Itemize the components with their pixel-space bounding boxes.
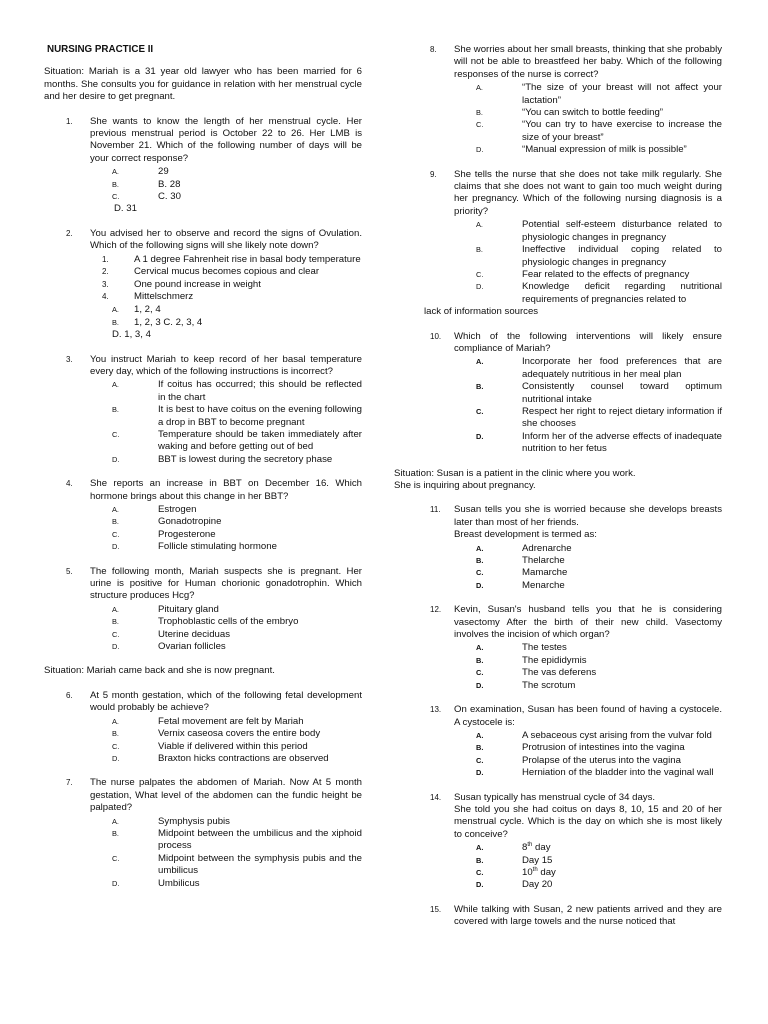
option[interactable] bbox=[454, 867, 722, 879]
question-15 bbox=[408, 904, 722, 929]
option[interactable] bbox=[90, 541, 362, 553]
question-11 bbox=[408, 504, 722, 592]
option-text: “You can try to have exercise to increase the size of your breast” bbox=[522, 119, 722, 143]
question-9 bbox=[408, 169, 722, 306]
option-letter: C. bbox=[112, 853, 120, 863]
option[interactable] bbox=[90, 616, 362, 628]
option-text: The epididymis bbox=[522, 654, 587, 666]
option-letter: C. bbox=[112, 192, 120, 202]
option[interactable] bbox=[90, 853, 362, 878]
document-title: NURSING PRACTICE II bbox=[47, 44, 154, 55]
question-number: 15. bbox=[430, 904, 442, 914]
option-text: 1, 2, 3 C. 2, 3, 4 bbox=[134, 316, 203, 328]
option-text: Thelarche bbox=[522, 555, 565, 567]
option[interactable] bbox=[90, 379, 362, 404]
question-4 bbox=[44, 478, 362, 553]
question-text: The following month, Mariah suspects she is pregnant. Her urine is positive for Human chorionic gonadotrophin. Which structure produces Hcg? bbox=[90, 565, 362, 602]
option-text: Prolapse of the uterus into the vagina bbox=[522, 754, 681, 766]
option[interactable] bbox=[454, 730, 722, 742]
option-letter: C. bbox=[476, 269, 484, 279]
option-letter: B. bbox=[112, 405, 119, 415]
option-text-rest: day bbox=[537, 866, 556, 878]
option-letter: B. bbox=[476, 743, 484, 753]
numbered-item bbox=[90, 279, 362, 291]
option-letter: B. bbox=[112, 729, 119, 739]
question-text: On examination, Susan has been found of having a cystocele. A cystocele is: bbox=[454, 704, 722, 728]
option[interactable] bbox=[454, 855, 722, 867]
option-text: Midpoint between the umbilicus and the xiphoid process bbox=[158, 827, 362, 852]
question-text: She worries about her small breasts, thinking that she probably will not be able to breastfeed her baby. Which of the following responses of the nurse is correct? bbox=[454, 44, 722, 80]
numbered-item bbox=[90, 254, 362, 266]
item-number: 2. bbox=[102, 267, 109, 277]
option-text: “Manual expression of milk is possible” bbox=[522, 144, 687, 156]
option[interactable] bbox=[90, 304, 362, 316]
option-letter: C. bbox=[476, 120, 484, 130]
question-13 bbox=[408, 704, 722, 779]
option-text: Midpoint between the symphysis pubis and the umbilicus bbox=[158, 852, 362, 877]
option[interactable] bbox=[454, 356, 722, 381]
option-letter: A. bbox=[112, 604, 119, 614]
question-12 bbox=[408, 604, 722, 692]
option[interactable] bbox=[454, 107, 722, 119]
option-text: Vernix caseosa covers the entire body bbox=[158, 728, 321, 740]
option-letter: B. bbox=[476, 855, 484, 865]
option[interactable] bbox=[454, 219, 722, 244]
option-letter: B. bbox=[476, 245, 483, 255]
option[interactable] bbox=[90, 404, 362, 429]
option-text: Potential self-esteem disturbance related to physiologic changes in pregnancy bbox=[522, 219, 722, 243]
question-text: You instruct Mariah to keep record of her basal temperature every day, which of the following instructions is incorrect? bbox=[90, 353, 362, 377]
question-number: 5. bbox=[66, 566, 73, 576]
option[interactable] bbox=[454, 742, 722, 754]
option[interactable] bbox=[90, 454, 362, 466]
option-text: Ineffective individual coping related to physiologic changes in pregnancy bbox=[522, 244, 722, 268]
option[interactable] bbox=[90, 641, 362, 653]
option-letter: D. bbox=[476, 580, 484, 590]
option-letter: B. bbox=[112, 828, 119, 838]
option-text: 1, 2, 4 bbox=[134, 304, 161, 316]
question-14 bbox=[408, 792, 722, 892]
question-8 bbox=[408, 44, 722, 157]
option-letter: D. bbox=[112, 454, 120, 464]
option-letter: C. bbox=[476, 668, 484, 678]
option-text: Braxton hicks contractions are observed bbox=[158, 752, 329, 764]
option[interactable] bbox=[90, 604, 362, 616]
option[interactable] bbox=[90, 516, 362, 528]
question-3 bbox=[44, 354, 362, 467]
option-letter: A. bbox=[112, 505, 119, 514]
right-column bbox=[394, 44, 722, 941]
option[interactable] bbox=[90, 166, 362, 178]
option-text: Day 20 bbox=[522, 879, 553, 891]
option[interactable] bbox=[454, 879, 722, 891]
option-extra[interactable]: D. 1, 3, 4 bbox=[112, 329, 151, 341]
option[interactable] bbox=[90, 816, 362, 828]
options-list bbox=[454, 543, 722, 593]
question-7 bbox=[44, 777, 362, 890]
numbered-items bbox=[90, 254, 362, 304]
option-letter: C. bbox=[476, 568, 484, 578]
option-text: A sebaceous cyst arising from the vulvar fold bbox=[522, 729, 712, 741]
option-letter: A. bbox=[476, 643, 484, 653]
option-text: Day 15 bbox=[522, 854, 553, 866]
option-letter: B. bbox=[112, 617, 119, 627]
option-text: Umbilicus bbox=[158, 877, 200, 889]
option-letter: D. bbox=[476, 768, 484, 778]
option-letter: D. bbox=[112, 753, 120, 763]
option-text-rest: day bbox=[532, 842, 551, 854]
question-text: She tells the nurse that she does not take milk regularly. She claims that she does not want to gain too much weight during her pregnancy. Which of the following nursing diagnosis is a priority? bbox=[454, 168, 722, 217]
option-text: 29 bbox=[158, 166, 169, 178]
option-text: Pituitary gland bbox=[158, 603, 219, 615]
option-continuation: lack of information sources bbox=[424, 306, 539, 318]
option[interactable] bbox=[454, 431, 722, 456]
question-number: 3. bbox=[66, 354, 73, 364]
option-letter: C. bbox=[112, 741, 120, 751]
option[interactable] bbox=[454, 680, 722, 692]
option-letter: A. bbox=[112, 716, 119, 726]
option[interactable] bbox=[90, 828, 362, 853]
option-text: Symphysis pubis bbox=[158, 815, 230, 827]
question-number: 9. bbox=[430, 169, 437, 179]
option-extra[interactable]: D. 31 bbox=[114, 203, 137, 215]
options-list bbox=[454, 356, 722, 455]
option[interactable] bbox=[454, 555, 722, 567]
option[interactable] bbox=[454, 82, 722, 107]
item-number: 1. bbox=[102, 254, 109, 264]
option[interactable] bbox=[454, 119, 722, 144]
question-text: Susan typically has menstrual cycle of 34 days. bbox=[454, 791, 656, 803]
option-text: B. 28 bbox=[158, 178, 181, 190]
option[interactable] bbox=[90, 753, 362, 765]
option-letter: A. bbox=[476, 83, 483, 93]
option[interactable] bbox=[454, 755, 722, 767]
option-text: Estrogen bbox=[158, 504, 197, 515]
option-letter: D. bbox=[112, 542, 120, 552]
option-text: C. 30 bbox=[158, 191, 181, 203]
question-5 bbox=[44, 566, 362, 654]
option-letter: D. bbox=[476, 431, 484, 441]
option-letter: B. bbox=[112, 317, 119, 327]
item-text: A 1 degree Fahrenheit rise in basal body temperature bbox=[134, 253, 361, 265]
option-text: Uterine deciduas bbox=[158, 628, 230, 640]
options-list bbox=[454, 842, 722, 892]
option-letter: B. bbox=[112, 517, 119, 527]
option-letter: C. bbox=[476, 755, 484, 765]
option[interactable] bbox=[454, 269, 722, 281]
option-letter: A. bbox=[476, 843, 484, 853]
option-letter: A. bbox=[112, 816, 119, 826]
option-letter: C. bbox=[112, 629, 120, 639]
option[interactable] bbox=[90, 741, 362, 753]
option-text: Adrenarche bbox=[522, 542, 572, 554]
option-letter: A. bbox=[476, 357, 484, 367]
option-letter: B. bbox=[476, 655, 484, 665]
option[interactable] bbox=[90, 191, 362, 203]
option-text: The testes bbox=[522, 642, 567, 654]
option-letter: D. bbox=[112, 878, 120, 888]
situation-paragraph: Situation: Mariah is a 31 year old lawyer who has been married for 6 months. She consults you for guidance in relation with her menstrual cycle and her desire to get pregnant. bbox=[44, 66, 362, 103]
option-letter: B. bbox=[476, 382, 484, 392]
option-text: Gonadotropine bbox=[158, 516, 222, 528]
option[interactable] bbox=[454, 642, 722, 654]
situation-paragraph bbox=[394, 468, 722, 493]
options-list bbox=[90, 379, 362, 466]
options-list bbox=[90, 816, 362, 890]
options-list bbox=[454, 642, 722, 692]
option-letter: A. bbox=[112, 380, 119, 390]
option-letter: A. bbox=[476, 730, 484, 740]
question-text: While talking with Susan, 2 new patients arrived and they are covered with large towels and the nurse noticed that bbox=[454, 903, 722, 928]
question-number: 7. bbox=[66, 778, 73, 788]
options-list bbox=[90, 166, 362, 216]
option-text-number: 10 bbox=[522, 866, 533, 878]
option-letter: A. bbox=[476, 220, 483, 230]
option[interactable] bbox=[90, 529, 362, 541]
option-letter: B. bbox=[476, 108, 483, 118]
option-text: Trophoblastic cells of the embryo bbox=[158, 616, 299, 628]
question-number: 13. bbox=[430, 705, 442, 715]
option[interactable] bbox=[90, 629, 362, 641]
option-text: The vas deferens bbox=[522, 667, 597, 679]
option[interactable] bbox=[454, 667, 722, 679]
item-text: One pound increase in weight bbox=[134, 278, 261, 290]
option-letter: A. bbox=[112, 305, 119, 315]
option-letter: D. bbox=[476, 282, 484, 292]
question-number: 4. bbox=[66, 479, 73, 489]
option-text: Ovarian follicles bbox=[158, 641, 226, 653]
option-text: Respect her right to reject dietary information if she chooses bbox=[522, 405, 722, 430]
option[interactable] bbox=[454, 144, 722, 156]
numbered-item bbox=[90, 291, 362, 303]
option-text: Consistently counsel toward optimum nutritional intake bbox=[522, 381, 722, 405]
situation-paragraph: Situation: Mariah came back and she is now pregnant. bbox=[44, 665, 275, 677]
item-number: 3. bbox=[102, 279, 109, 289]
option-letter: A. bbox=[476, 543, 484, 553]
question-number: 14. bbox=[430, 792, 442, 802]
option-text: If coitus has occurred; this should be reflected in the chart bbox=[158, 379, 362, 403]
question-1 bbox=[44, 116, 362, 216]
question-text-2: Breast development is termed as: bbox=[454, 529, 597, 541]
option-letter: D. bbox=[476, 145, 484, 155]
option-letter: C. bbox=[112, 429, 120, 439]
question-2 bbox=[44, 228, 362, 342]
option-text: “You can switch to bottle feeding” bbox=[522, 107, 663, 119]
options-list bbox=[454, 82, 722, 156]
question-number: 10. bbox=[430, 331, 442, 341]
option-text: Mamarche bbox=[522, 567, 568, 579]
option[interactable] bbox=[90, 179, 362, 191]
option[interactable] bbox=[454, 580, 722, 592]
question-text: The nurse palpates the abdomen of Mariah. Now At 5 month gestation, What level of the abdomen can the fundic height be palpated? bbox=[90, 777, 362, 814]
option-text: Follicle stimulating hormone bbox=[158, 541, 277, 553]
question-number: 6. bbox=[66, 690, 73, 700]
situation-line: She is inquiring about pregnancy. bbox=[394, 480, 536, 491]
option[interactable] bbox=[90, 317, 362, 329]
question-text: She reports an increase in BBT on December 16. Which hormone brings about this change in her BBT? bbox=[90, 478, 362, 502]
option-text: Protrusion of intestines into the vagina bbox=[522, 742, 685, 754]
option[interactable] bbox=[90, 429, 362, 454]
question-number: 11. bbox=[430, 505, 441, 515]
options-list bbox=[90, 716, 362, 766]
question-text: Kevin, Susan's husband tells you that he is considering vasectomy After the birth of their new child. Vasectomy involves the incision of which organ? bbox=[454, 604, 722, 641]
question-text: Susan tells you she is worried because she develops breasts later than most of her friends. bbox=[454, 504, 722, 528]
option-letter: A. bbox=[112, 167, 119, 177]
item-text: Mittelschmerz bbox=[134, 290, 194, 302]
option-letter: B. bbox=[476, 556, 484, 566]
options-list bbox=[90, 504, 362, 554]
option[interactable] bbox=[454, 655, 722, 667]
options-list bbox=[90, 304, 362, 341]
options-list bbox=[454, 730, 722, 780]
option[interactable] bbox=[90, 878, 362, 890]
question-number: 1. bbox=[66, 116, 73, 126]
ordinal-suffix: th bbox=[527, 841, 533, 848]
ordinal-suffix: th bbox=[532, 866, 538, 873]
options-list bbox=[454, 219, 722, 306]
option-letter: B. bbox=[112, 179, 119, 189]
option[interactable] bbox=[454, 244, 722, 269]
option[interactable] bbox=[454, 842, 722, 854]
option-letter: D. bbox=[112, 642, 120, 652]
option-text: Viable if delivered within this period bbox=[158, 740, 308, 752]
option[interactable] bbox=[90, 728, 362, 740]
option-letter: C. bbox=[112, 529, 120, 539]
option[interactable] bbox=[454, 543, 722, 555]
option-text: Temperature should be taken immediately after waking and before getting out of bed bbox=[158, 428, 362, 453]
option-text: Knowledge deficit regarding nutritional requirements of pregnancies related to bbox=[522, 281, 722, 305]
question-number: 12. bbox=[430, 605, 442, 615]
option-letter: D. bbox=[476, 680, 484, 690]
question-number: 8. bbox=[430, 45, 437, 54]
option-text: Incorporate her food preferences that are adequately nutritious in her meal plan bbox=[522, 356, 722, 380]
question-number: 2. bbox=[66, 228, 73, 238]
option-text: It is best to have coitus on the evening following a drop in BBT to become pregnant bbox=[158, 404, 362, 428]
option-letter: C. bbox=[476, 867, 484, 877]
option-text: The scrotum bbox=[522, 679, 576, 691]
options-list bbox=[90, 604, 362, 654]
option-text: Inform her of the adverse effects of inadequate nutrition to her fetus bbox=[522, 430, 722, 455]
question-text: Which of the following interventions will likely ensure compliance of Mariah? bbox=[454, 330, 722, 354]
option[interactable] bbox=[454, 406, 722, 431]
question-6 bbox=[44, 690, 362, 765]
option[interactable] bbox=[90, 504, 362, 516]
option[interactable] bbox=[454, 381, 722, 406]
question-text-2: She told you she had coitus on days 8, 10, 15 and 20 of her menstrual cycle. Which is the day on which she is most likely to conceive? bbox=[454, 803, 722, 840]
option-text-number: 8 bbox=[522, 842, 528, 854]
option-text: Progesterone bbox=[158, 528, 216, 540]
option[interactable] bbox=[454, 567, 722, 579]
option[interactable] bbox=[454, 281, 722, 306]
question-text: You advised her to observe and record the signs of Ovulation. Which of the following signs will she likely note down? bbox=[90, 227, 362, 252]
question-text: At 5 month gestation, which of the following fetal development would probably be achieve? bbox=[90, 689, 362, 714]
option-text: Menarche bbox=[522, 579, 565, 591]
option[interactable] bbox=[454, 767, 722, 779]
option-letter: D. bbox=[476, 880, 484, 890]
item-text: Cervical mucus becomes copious and clear bbox=[134, 266, 320, 278]
situation-line: Situation: Susan is a patient in the clinic where you work. bbox=[394, 467, 636, 479]
option-text: BBT is lowest during the secretory phase bbox=[158, 453, 333, 465]
option-text: Fetal movement are felt by Mariah bbox=[158, 715, 304, 727]
option-letter: C. bbox=[476, 406, 484, 416]
option[interactable] bbox=[90, 716, 362, 728]
left-column bbox=[44, 44, 362, 902]
question-text: She wants to know the length of her menstrual cycle. Her previous menstrual period is October 22 to 26. Her LMB is November 21. Which of the following number of days will be your correct response? bbox=[90, 115, 362, 164]
option-text: Fear related to the effects of pregnancy bbox=[522, 268, 690, 280]
question-10 bbox=[408, 331, 722, 456]
option-text: “The size of your breast will not affect your lactation” bbox=[522, 82, 722, 106]
option-text: Herniation of the bladder into the vaginal wall bbox=[522, 767, 714, 779]
numbered-item bbox=[90, 266, 362, 278]
item-number: 4. bbox=[102, 291, 109, 301]
